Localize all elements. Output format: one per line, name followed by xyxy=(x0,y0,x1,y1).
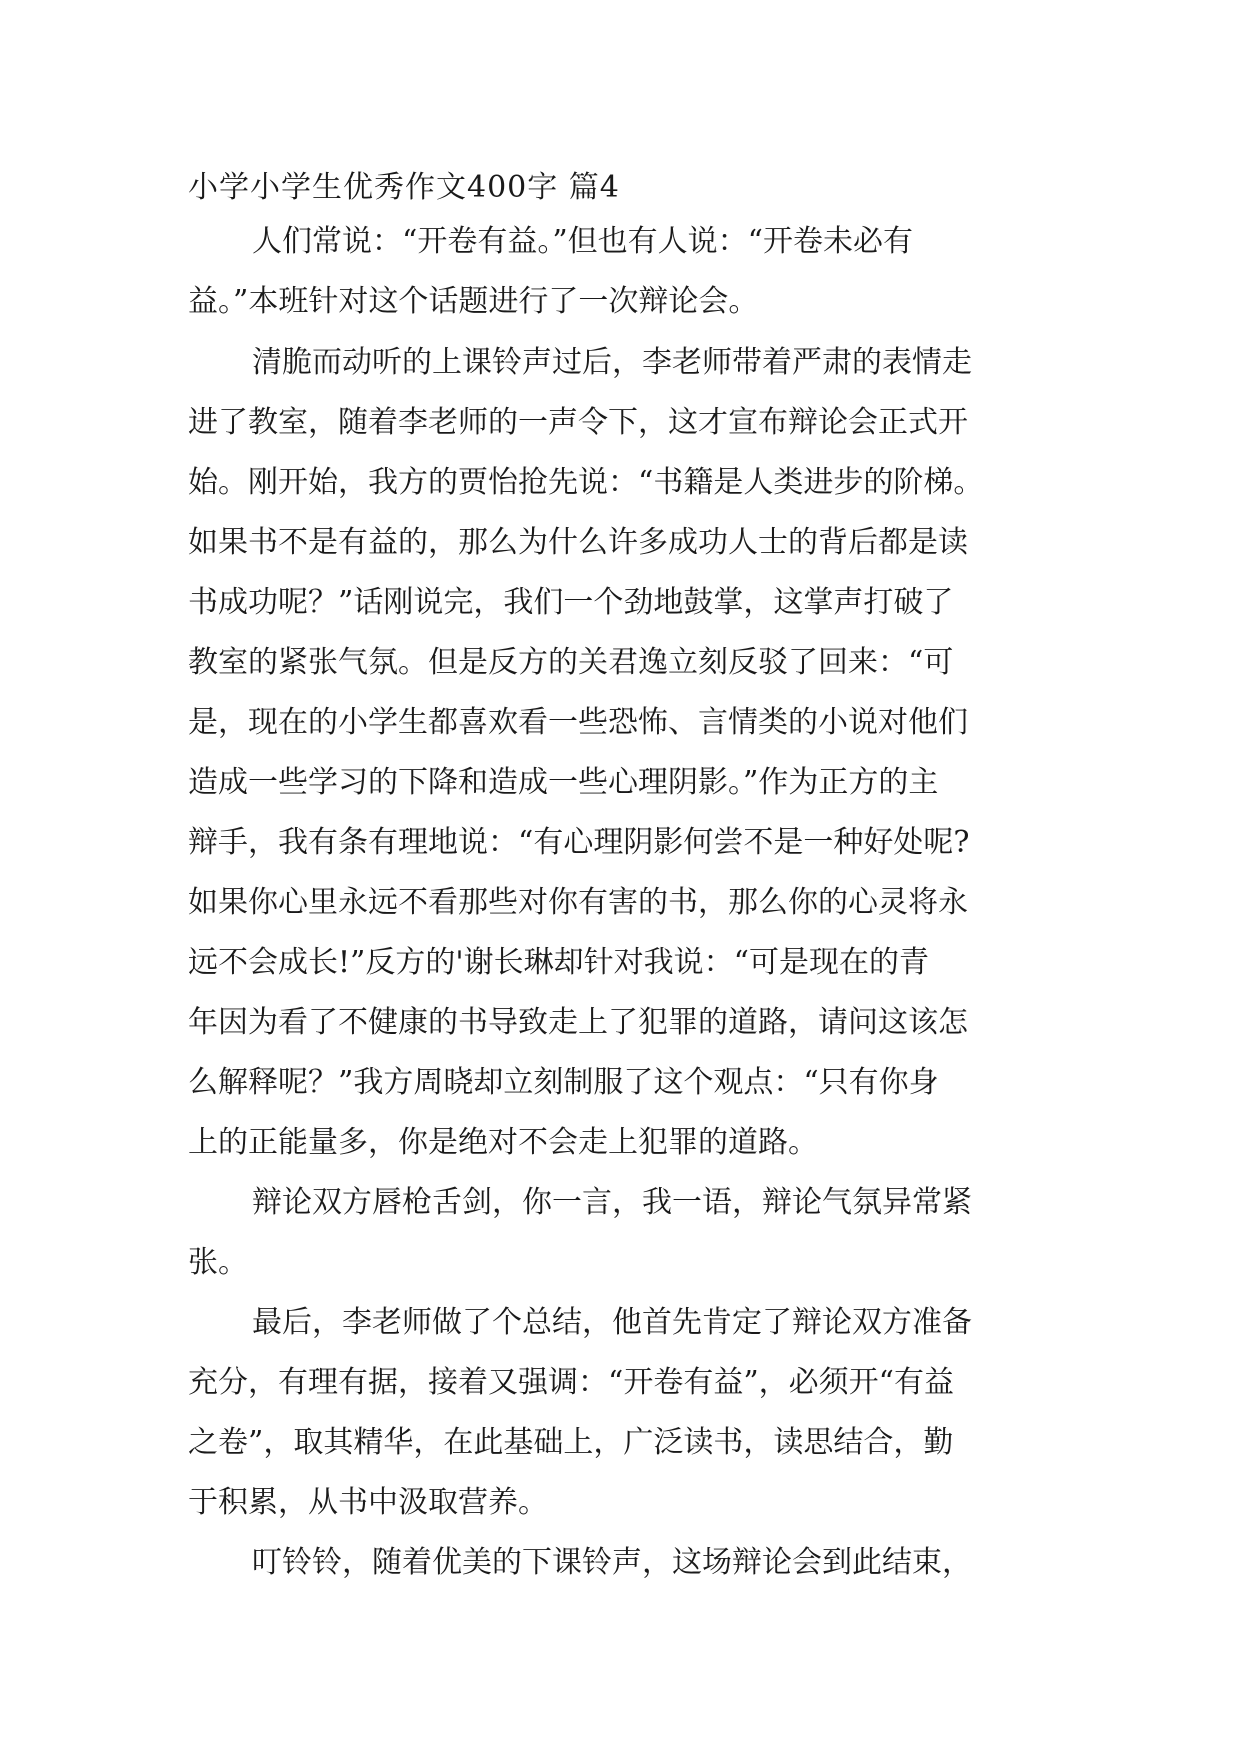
text-line: 如果书不是有益的，那么为什么许多成功人士的背后都是读 xyxy=(188,525,968,560)
text-line: 于积累，从书中汲取营养。 xyxy=(188,1485,548,1520)
text-line: 上的正能量多，你是绝对不会走上犯罪的道路。 xyxy=(188,1125,818,1160)
text-line: 辩手，我有条有理地说：“有心理阴影何尝不是一种好处呢? xyxy=(188,825,970,860)
text-line: 年因为看了不健康的书导致走上了犯罪的道路，请问这该怎 xyxy=(188,1005,968,1040)
text-line: 么解释呢？”我方周晓却立刻制服了这个观点：“只有你身 xyxy=(188,1065,939,1100)
text-line: 如果你心里永远不看那些对你有害的书，那么你的心灵将永 xyxy=(188,885,968,920)
text-line: 人们常说：“开卷有益。”但也有人说：“开卷未必有 xyxy=(252,224,914,259)
text-line: 张。 xyxy=(188,1245,248,1280)
text-line: 益。”本班针对这个话题进行了一次辩论会。 xyxy=(188,284,759,319)
text-line: 教室的紧张气氛。但是反方的关君逸立刻反驳了回来：“可 xyxy=(188,645,954,680)
text-line: 充分，有理有据，接着又强调：“开卷有益”，必须开“有益 xyxy=(188,1365,955,1400)
text-line: 进了教室，随着李老师的一声令下，这才宣布辩论会正式开 xyxy=(188,405,968,440)
text-line: 之卷”，取其精华，在此基础上，广泛读书，读思结合，勤 xyxy=(188,1425,954,1460)
text-line: 远不会成长!”反方的'谢长琳却针对我说：“可是现在的青 xyxy=(188,945,929,980)
text-line: 是，现在的小学生都喜欢看一些恐怖、言情类的小说对他们 xyxy=(188,705,968,740)
text-line: 造成一些学习的下降和造成一些心理阴影。”作为正方的主 xyxy=(188,765,939,800)
text-line: 最后，李老师做了个总结，他首先肯定了辩论双方准备 xyxy=(252,1305,972,1340)
text-line: 书成功呢？”话刚说完，我们一个劲地鼓掌，这掌声打破了 xyxy=(188,585,954,620)
text-line: 辩论双方唇枪舌剑，你一言，我一语，辩论气氛异常紧 xyxy=(252,1185,972,1220)
text-line: 叮铃铃，随着优美的下课铃声，这场辩论会到此结束， xyxy=(252,1545,972,1580)
text-line: 清脆而动听的上课铃声过后，李老师带着严肃的表情走 xyxy=(252,345,972,380)
document-title: 小学小学生优秀作文400字 篇4 xyxy=(188,170,620,205)
text-line: 始。刚开始，我方的贾怡抢先说：“书籍是人类进步的阶梯。 xyxy=(188,465,984,500)
